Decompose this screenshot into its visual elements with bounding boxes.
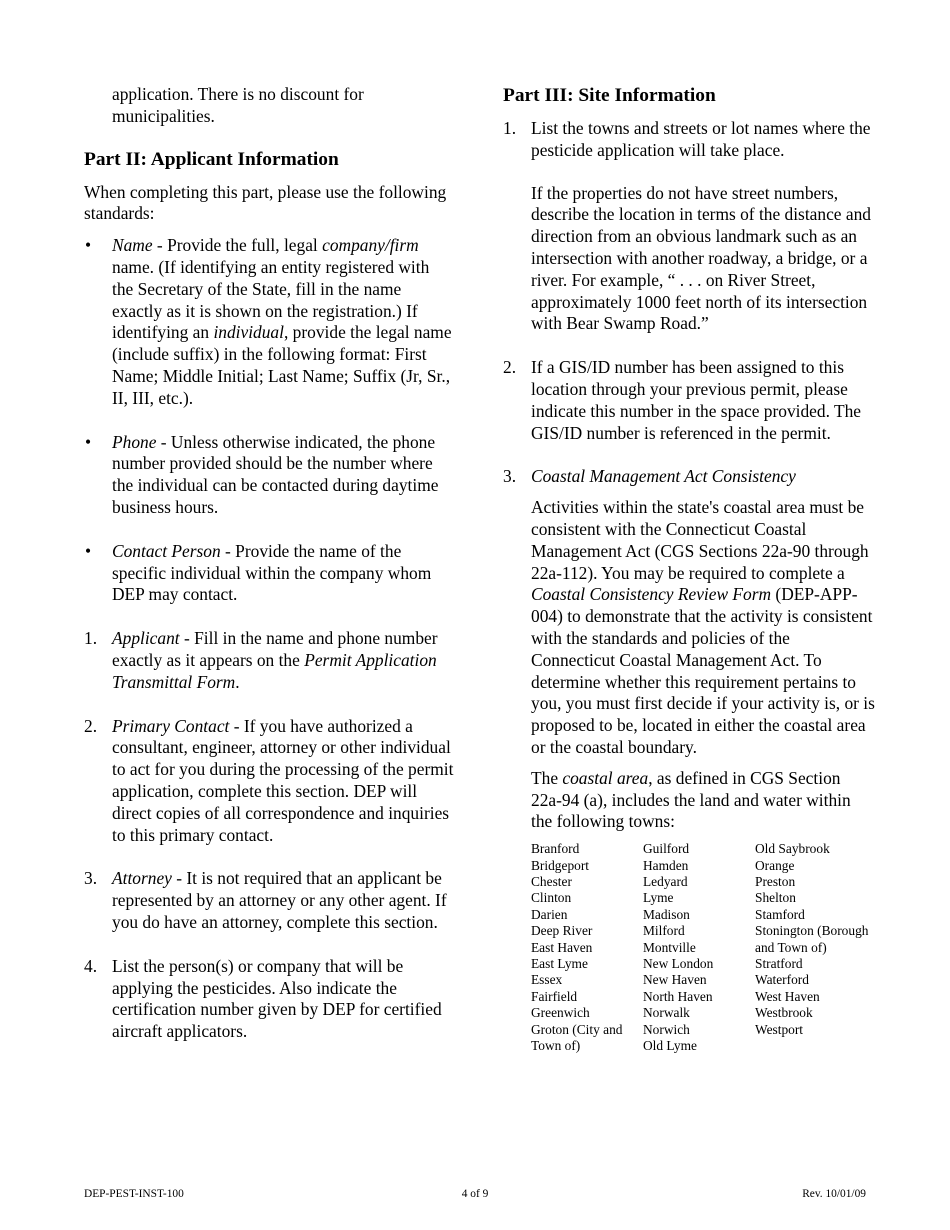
town-name: Darien (531, 906, 568, 922)
item-text: List the person(s) or company that will be applying the pesticides. Also indicate the certification number given by DEP for certified aircraft applicators. (112, 955, 442, 1042)
item-number: 2. (503, 357, 517, 378)
italic-text: Contact Person (112, 540, 221, 561)
footer-revision: Rev. 10/01/09 (802, 1188, 866, 1200)
coastal-title-text: Coastal Management Act Consistency (531, 466, 796, 487)
item-text: Primary Contact - If you have authorized a consultant, engineer, attorney or other individual to act for you during the processing of the permit application, complete this section. DEP will direct copies of all correspondence and inquiries to this primary contact. (112, 715, 454, 845)
italic-text: Applicant (112, 628, 180, 649)
town-name: Branford (531, 841, 580, 857)
italic-text: coastal area (562, 767, 649, 788)
town-name: Old Lyme (643, 1037, 697, 1053)
item-number: 3. (84, 868, 98, 889)
italic-text: Permit Application Transmittal Form (112, 649, 437, 692)
towns-column-1 (531, 841, 643, 1054)
numbered-item-attorney (84, 868, 454, 933)
towns-column-2 (643, 841, 755, 1054)
right-column (503, 84, 875, 1076)
towns-column-3 (755, 841, 880, 1054)
item-text: If a GIS/ID number has been assigned to this location through your previous permit, please indicate this number in the space provided. The GIS/ID number is referenced in the permit. (531, 357, 862, 443)
item-number: 1. (84, 628, 98, 649)
town-name: Westport (755, 1021, 804, 1037)
continued-text: application. There is no discount for municipalities. (112, 84, 364, 126)
bullet-text: Name - Provide the full, legal company/firm name. (If identifying an entity registered with the Secretary of the State, fill in the name exactly as it is shown on the registration.) If identifying an individual, provide the legal name (include suffix) in the following format: First Name; Middle Initial; Last Name; Suffix (Jr, Sr., II, III, etc.). (112, 235, 452, 408)
town-name: Westbrook (755, 1005, 813, 1021)
item-text-detail: If the properties do not have street numbers, describe the location in terms of the distance and direction from an obvious landmark such as an intersection with another roadway, a bridge, or a river. For example, “ . . . on River Street, approximately 1000 feet north of its intersection with Bear Swamp Road.” (531, 182, 871, 334)
coastal-consistency-text: Activities within the state's coastal area must be consistent with the Connecticut Coastal Management Act (CGS Sections 22a-90 through 22a-112). You may be required to complete a Coastal Consistency Review Form (DEP-APP-004) to demonstrate that the activity is consistent with the standards and policies of the Connecticut Coastal Management Act. To determine whether this requirement pertains to you, you must first decide if your activity is, or is proposed to be, located in either the coastal area or the coastal boundary. (531, 497, 875, 757)
italic-text: company/firm (322, 235, 419, 256)
town-name: Norwalk (643, 1005, 690, 1021)
item-text: Attorney - It is not required that an applicant be represented by an attorney or any other agent. If you do have an attorney, complete this section. (112, 868, 447, 932)
part-ii-heading: Part II: Applicant Information (84, 148, 339, 170)
town-name: Montville (643, 939, 696, 955)
numbered-item-applicant (84, 628, 454, 693)
town-name: Stamford (755, 906, 805, 922)
item-number: 4. (84, 955, 98, 976)
bullet-marker: • (85, 431, 92, 452)
italic-text: Attorney (112, 868, 172, 889)
site-item-towns-streets (503, 118, 875, 335)
site-item-gis-id (503, 357, 875, 444)
town-name: Clinton (531, 890, 572, 906)
town-name: Deep River (531, 923, 593, 939)
town-name: Groton (City and Town of) (531, 1021, 623, 1053)
town-name: Lyme (643, 890, 674, 906)
bullet-marker: • (85, 540, 92, 561)
left-column (84, 84, 454, 1065)
italic-text: Coastal Consistency Review Form (531, 584, 772, 605)
item-number: 1. (503, 118, 517, 138)
bullet-phone (84, 432, 454, 519)
town-name: Fairfield (531, 988, 578, 1004)
italic-text: Name (112, 235, 153, 256)
bullet-text: Contact Person - Provide the name of the specific individual within the company whom DEP may contact. (112, 540, 432, 605)
item-number: 2. (84, 715, 98, 736)
town-name: Waterford (755, 972, 809, 988)
footer-page-number: 4 of 9 (461, 1188, 489, 1200)
town-name: Shelton (755, 890, 796, 906)
item-text: Applicant - Fill in the name and phone number exactly as it appears on the Permit Application Transmittal Form. (112, 628, 438, 692)
town-name: Madison (643, 906, 690, 922)
town-name: West Haven (755, 988, 820, 1004)
bullet-name (84, 235, 454, 409)
footer-form-id: DEP-PEST-INST-100 (84, 1188, 184, 1200)
coastal-title (531, 466, 875, 488)
town-name: New Haven (643, 972, 707, 988)
coastal-towns-table (531, 841, 875, 1054)
town-name: Norwich (643, 1021, 690, 1037)
town-name: Greenwich (531, 1005, 590, 1021)
site-item-coastal (503, 466, 875, 1054)
italic-text: Primary Contact (112, 715, 230, 736)
numbered-item-primary-contact (84, 716, 454, 847)
item-number: 3. (503, 466, 517, 487)
bullet-text: Phone - Unless otherwise indicated, the phone number provided should be the number where the individual can be contacted during daytime business hours. (112, 431, 439, 517)
standards-bullet-list (84, 235, 454, 606)
town-name: North Haven (643, 988, 713, 1004)
bullet-marker: • (85, 235, 92, 256)
italic-text: Phone (112, 431, 157, 452)
town-name: Chester (531, 873, 572, 889)
town-name: East Lyme (531, 955, 588, 971)
town-name: Stonington (Borough and Town of) (755, 923, 869, 955)
town-name: Preston (755, 873, 796, 889)
town-name: Old Saybrook (755, 841, 830, 857)
town-name: Ledyard (643, 873, 688, 889)
town-name: New London (643, 955, 714, 971)
town-name: Milford (643, 923, 685, 939)
numbered-item-applicators (84, 956, 454, 1043)
town-name: Stratford (755, 955, 803, 971)
town-name: East Haven (531, 939, 593, 955)
town-name: Hamden (643, 857, 689, 873)
coastal-area-text: The coastal area, as defined in CGS Section 22a-94 (a), includes the land and water within the following towns: (531, 767, 851, 832)
item-text: List the towns and streets or lot names where the pesticide application will take place. (531, 118, 871, 160)
part-iii-heading: Part III: Site Information (503, 85, 716, 106)
town-name: Essex (531, 972, 563, 988)
town-name: Guilford (643, 841, 690, 857)
part-ii-numbered-list (84, 628, 454, 1043)
town-name: Orange (755, 857, 795, 873)
part-ii-intro: When completing this part, please use the following standards: (84, 181, 447, 224)
town-name: Bridgeport (531, 857, 590, 873)
bullet-contact-person (84, 541, 454, 606)
italic-text: individual (213, 322, 284, 343)
